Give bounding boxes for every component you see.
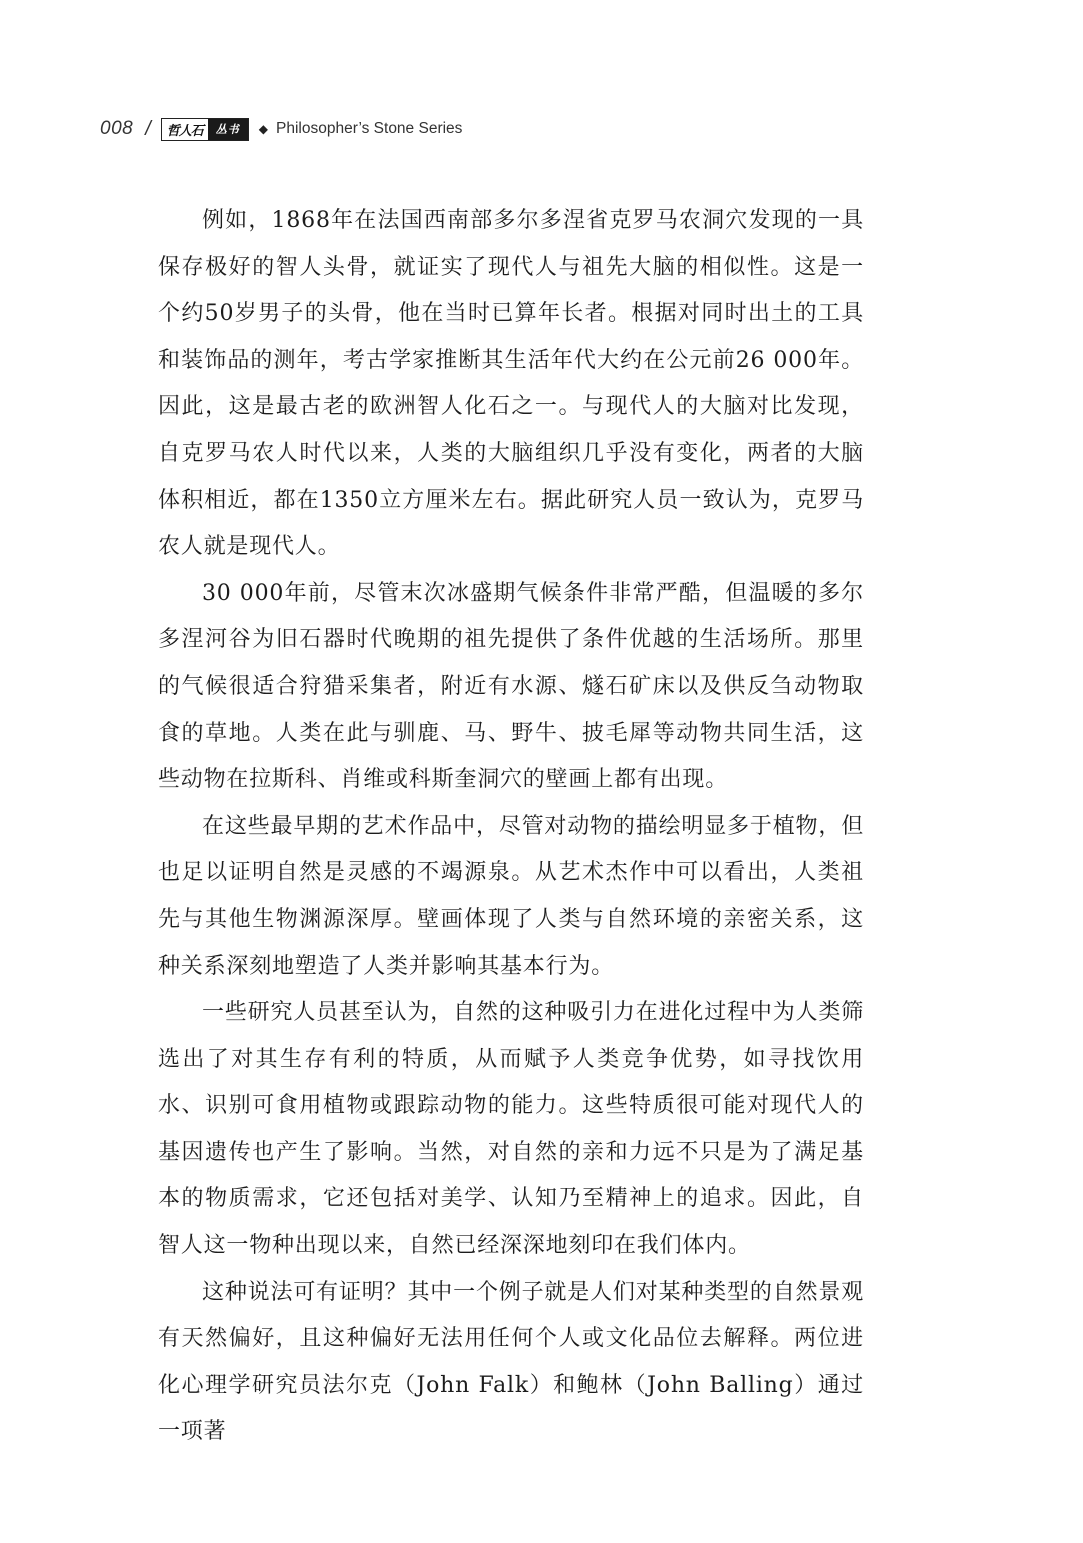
body-text bbox=[158, 198, 864, 1456]
paragraph: 一些研究人员甚至认为，自然的这种吸引力在进化过程中为人类筛选出了对其生存有利的特质，从而赋予人类竞争优势，如寻找饮用水、识别可食用植物或跟踪动物的能力。这些特质很可能对现代人的基因遗传也产生了影响。当然，对自然的亲和力远不只是为了满足基本的物质需求，它还包括对美学、认知乃至精神上的追求。因此，自智人这一物种出现以来，自然已经深深地刻印在我们体内。 bbox=[158, 1000, 864, 1259]
paragraph: 这种说法可有证明？其中一个例子就是人们对某种类型的自然景观有天然偏好，且这种偏好无法用任何个人或文化品位去解释。两位进化心理学研究员法尔克（John Falk）和鲍林（John Balling）通过一项著 bbox=[158, 1279, 864, 1445]
series-name: Philosopher’s Stone Series bbox=[276, 120, 463, 137]
series-logo-sub: 丛书 bbox=[208, 119, 248, 140]
page-number: 008 bbox=[100, 118, 134, 139]
diamond-icon: ◆ bbox=[258, 122, 269, 136]
series-logo-main: 哲人石 bbox=[162, 119, 208, 140]
running-header bbox=[100, 114, 462, 144]
paragraph: 30 000年前，尽管末次冰盛期气候条件非常严酷，但温暖的多尔多涅河谷为旧石器时代晚期的祖先提供了条件优越的生活场所。那里的气候很适合狩猎采集者，附近有水源、燧石矿床以及供反刍动物取食的草地。人类在此与驯鹿、马、野牛、披毛犀等动物共同生活，这些动物在拉斯科、肖维或科斯奎洞穴的壁画上都有出现。 bbox=[158, 580, 864, 793]
header-separator: / bbox=[145, 117, 151, 140]
paragraph: 例如，1868年在法国西南部多尔多涅省克罗马农洞穴发现的一具保存极好的智人头骨，就证实了现代人与祖先大脑的相似性。这是一个约50岁男子的头骨，他在当时已算年长者。根据对同时出土的工具和装饰品的测年，考古学家推断其生活年代大约在公元前26 000年。因此，这是最古老的欧洲智人化石之一。与现代人的大脑对比发现，自克罗马农人时代以来，人类的大脑组织几乎没有变化，两者的大脑体积相近，都在1350立方厘米左右。据此研究人员一致认为，克罗马农人就是现代人。 bbox=[158, 208, 864, 560]
paragraph: 在这些最早期的艺术作品中，尽管对动物的描绘明显多于植物，但也足以证明自然是灵感的不竭源泉。从艺术杰作中可以看出，人类祖先与其他生物渊源深厚。壁画体现了人类与自然环境的亲密关系，这种关系深刻地塑造了人类并影响其基本行为。 bbox=[158, 813, 864, 979]
series-logo bbox=[161, 118, 249, 141]
